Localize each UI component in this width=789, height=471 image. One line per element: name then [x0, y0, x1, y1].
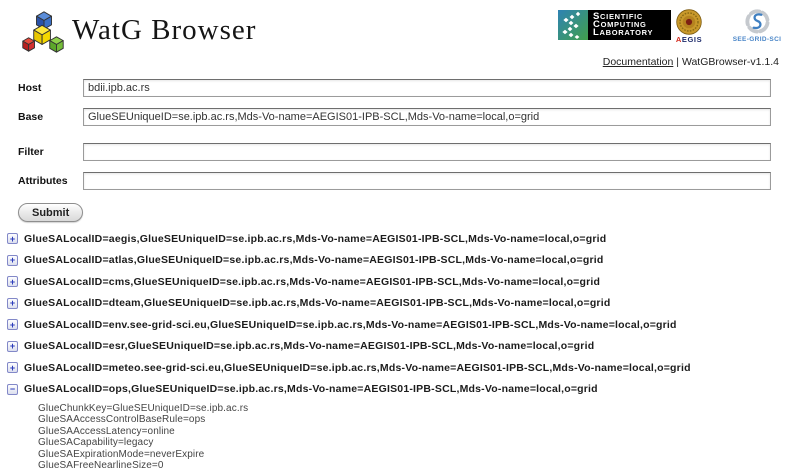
aegis-logo: [672, 9, 706, 44]
watg-cubes-logo-icon: [20, 7, 68, 57]
aegis-logo-label: [672, 35, 706, 44]
scl-logo-text: [588, 10, 671, 40]
filter-label: Filter: [18, 146, 44, 158]
host-input[interactable]: [83, 79, 771, 97]
attributes-label: Attributes: [18, 175, 68, 187]
attribute-line: GlueSAExpirationMode=neverExpire: [38, 448, 205, 460]
attributes-input[interactable]: [83, 172, 771, 190]
tree-item-label: GlueSALocalID=ops,GlueSEUniqueID=se.ipb.ac.rs,Mds-Vo-name=AEGIS01-IPB-SCL,Mds-Vo-name=local,o=grid: [24, 383, 598, 396]
tree-item-expanded[interactable]: [7, 379, 782, 401]
expand-icon[interactable]: +: [7, 255, 18, 266]
tree-item[interactable]: [7, 228, 782, 250]
tree-item-label: GlueSALocalID=meteo.see-grid-sci.eu,GlueSEUniqueID=se.ipb.ac.rs,Mds-Vo-name=AEGIS01-IPB-SCL,Mds-Vo-name=local,o=grid: [24, 361, 691, 374]
attribute-line: GlueSAFreeNearlineSize=0: [38, 460, 164, 471]
tree-item[interactable]: [7, 336, 782, 358]
collapse-icon[interactable]: −: [7, 384, 18, 395]
aegis-label-rest: EGIS: [681, 35, 703, 44]
tree-item-label: GlueSALocalID=esr,GlueSEUniqueID=se.ipb.ac.rs,Mds-Vo-name=AEGIS01-IPB-SCL,Mds-Vo-name=local,o=grid: [24, 340, 595, 353]
documentation-link[interactable]: Documentation: [602, 56, 674, 68]
header-meta-line: [603, 56, 779, 68]
tree-item-label: GlueSALocalID=dteam,GlueSEUniqueID=se.ipb.ac.rs,Mds-Vo-name=AEGIS01-IPB-SCL,Mds-Vo-name=local,o=grid: [24, 297, 611, 310]
tree-item-label: GlueSALocalID=cms,GlueSEUniqueID=se.ipb.ac.rs,Mds-Vo-name=AEGIS01-IPB-SCL,Mds-Vo-name=local,o=grid: [24, 275, 601, 288]
scl-line-1: SCIENTIFIC: [593, 11, 644, 22]
attribute-line: GlueSAAccessLatency=online: [38, 425, 175, 437]
base-input[interactable]: [83, 108, 771, 126]
page-title: WatG Browser: [72, 14, 257, 46]
tree-item[interactable]: [7, 314, 782, 336]
host-label: Host: [18, 82, 42, 94]
scl-line-2: COMPUTING: [593, 19, 647, 31]
aegis-label-first: A: [675, 35, 682, 44]
tree-item-attributes: [38, 403, 782, 471]
tree-item-label: GlueSALocalID=atlas,GlueSEUniqueID=se.ipb.ac.rs,Mds-Vo-name=AEGIS01-IPB-SCL,Mds-Vo-name=local,o=grid: [24, 254, 604, 267]
seegrid-sci-logo: [727, 8, 787, 44]
tree-item[interactable]: [7, 293, 782, 315]
tree-item[interactable]: [7, 250, 782, 272]
attribute-line: GlueSACapability=legacy: [38, 437, 154, 449]
scl-logo: [558, 10, 671, 40]
expand-icon[interactable]: +: [7, 362, 18, 373]
scl-arrow-icon: [558, 10, 588, 40]
filter-input[interactable]: [83, 143, 771, 161]
attribute-line: GlueChunkKey=GlueSEUniqueID=se.ipb.ac.rs: [38, 403, 249, 414]
version-label: WatGBrowser-v1.1.4: [681, 56, 779, 68]
seegrid-logo-label: SEE-GRID-SCI: [732, 36, 782, 43]
expand-icon[interactable]: +: [7, 233, 18, 244]
attribute-line: GlueSAAccessControlBaseRule=ops: [38, 414, 206, 426]
seegrid-swirl-icon: [744, 8, 771, 35]
meta-divider: |: [676, 56, 680, 68]
submit-button[interactable]: Submit: [18, 203, 83, 222]
aegis-emblem-icon: [676, 9, 702, 35]
expand-icon[interactable]: +: [7, 341, 18, 352]
scl-line-3: LABORATORY: [593, 27, 654, 39]
tree-item-label: GlueSALocalID=aegis,GlueSEUniqueID=se.ipb.ac.rs,Mds-Vo-name=AEGIS01-IPB-SCL,Mds-Vo-name=local,o=grid: [24, 232, 607, 245]
tree-item-label: GlueSALocalID=env.see-grid-sci.eu,GlueSEUniqueID=se.ipb.ac.rs,Mds-Vo-name=AEGIS01-IPB-SCL,Mds-Vo-name=local,o=grid: [24, 318, 677, 331]
ldap-result-tree: [7, 228, 782, 471]
tree-item[interactable]: [7, 271, 782, 293]
base-label: Base: [18, 111, 44, 123]
expand-icon[interactable]: +: [7, 298, 18, 309]
expand-icon[interactable]: +: [7, 276, 18, 287]
tree-item[interactable]: [7, 357, 782, 379]
expand-icon[interactable]: +: [7, 319, 18, 330]
